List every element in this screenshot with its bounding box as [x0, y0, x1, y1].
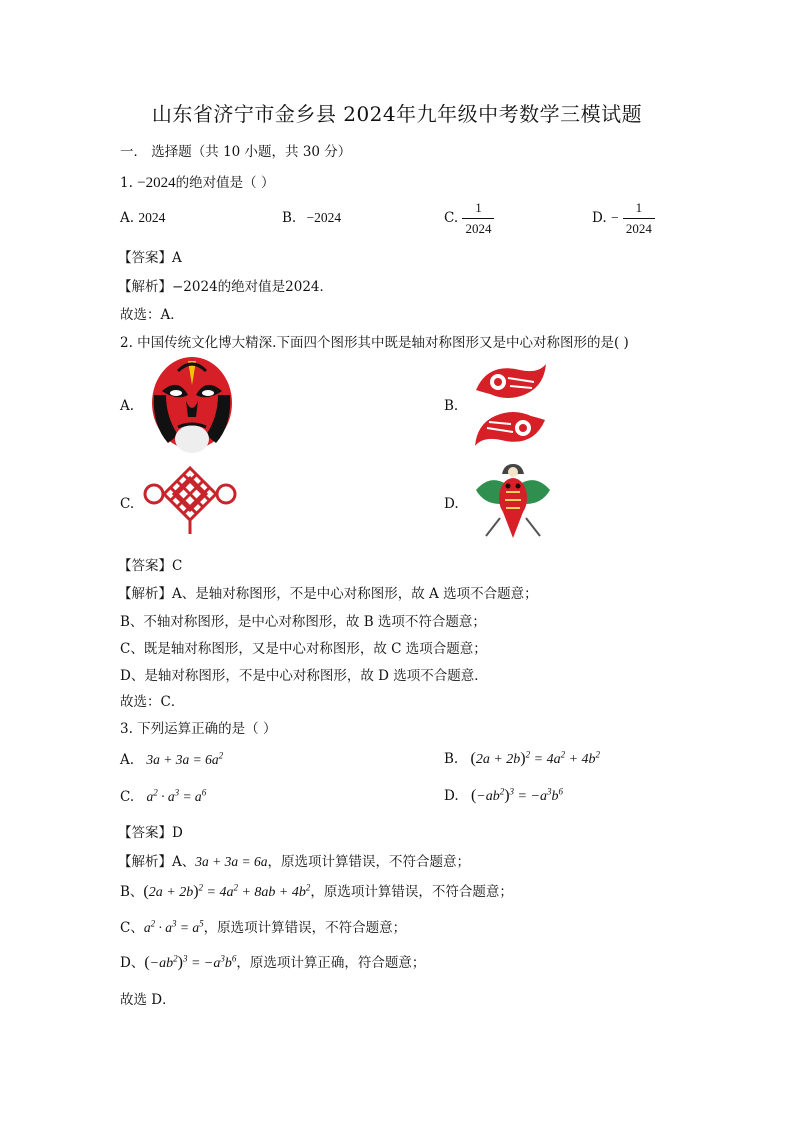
q3-analysis-d-tail: ，原选项计算正确，符合题意； — [236, 955, 426, 971]
q1-analysis: 【解析】−2024的绝对值是2024． — [118, 279, 334, 295]
q1-option-b-label: B. — [282, 210, 297, 226]
opera-mask-icon — [148, 355, 236, 455]
q1-stem — [120, 171, 274, 192]
q3-analysis-c-formula: $a^2 \cdot a^3 = a^5$ — [143, 918, 204, 935]
q3-answer: 【答案】D — [118, 825, 183, 841]
q3-analysis-b — [120, 880, 513, 901]
q3-option-d-label: D. — [444, 788, 459, 804]
q3-option-c — [120, 789, 206, 805]
q1-option-d-denominator: 2024 — [623, 218, 655, 237]
q2-label-b: B. — [444, 398, 459, 414]
q1-option-c-denominator: 2024 — [462, 218, 494, 237]
q3-option-d-formula: $(-ab^2)^3 = -a^3b^6$ — [470, 786, 563, 804]
q3-option-a-formula: $3a + 3a = 6a^2$ — [146, 750, 224, 767]
page-title: 山东省济宁市金乡县 2024年九年级中考数学三模试题 — [151, 102, 643, 126]
q2-label-d: D. — [444, 496, 459, 512]
q1-stem-text: 的绝对值是（ ） — [175, 175, 275, 191]
q1-option-c-label: C. — [444, 210, 459, 226]
q1-number: 1. — [120, 175, 133, 191]
q2-conclusion: 故选：C． — [120, 694, 185, 710]
q3-analysis-a-formula: 3a + 3a = 6a — [195, 854, 268, 869]
q3-option-a-label: A. — [120, 752, 135, 768]
q3-option-d — [444, 787, 563, 805]
q1-option-d-fraction — [623, 200, 655, 237]
q3-analysis-d — [120, 951, 425, 972]
q1-option-c-numerator: 1 — [475, 200, 482, 215]
q1-option-c — [444, 200, 494, 237]
q1-option-a-label: A. — [120, 210, 135, 226]
q3-analysis-c — [120, 916, 406, 936]
q3-analysis-a — [118, 850, 470, 870]
q1-value: −2024 — [137, 175, 176, 191]
q3-conclusion: 故选 D． — [120, 992, 176, 1008]
q3-option-b — [444, 750, 600, 768]
q1-option-b — [282, 210, 341, 226]
q1-option-d — [592, 200, 655, 237]
q1-option-d-sign: − — [610, 210, 619, 225]
q3-option-c-label: C. — [120, 789, 135, 805]
section-heading: 一． 选择题（共 10 小题，共 30 分） — [120, 144, 352, 160]
q3-analysis-b-formula: $(2a + 2b)^2 = 4a^2 + 8ab + 4b^2$ — [143, 882, 311, 900]
q2-answer: 【答案】C — [118, 558, 183, 574]
q1-option-b-value: −2024 — [306, 210, 342, 225]
twin-fish-papercut-icon — [468, 360, 553, 450]
q2-label-c: C. — [120, 496, 135, 512]
q3-stem: 3. 下列运算正确的是（ ） — [120, 721, 277, 737]
q3-analysis-d-formula: $(-ab^2)^3 = -a^3b^6$ — [144, 953, 237, 971]
q3-analysis-b-prefix: B、 — [120, 884, 144, 900]
q1-conclusion: 故选：A． — [120, 307, 184, 323]
q2-analysis-c: C、既是轴对称图形，又是中心对称图形，故 C 选项合题意； — [120, 641, 487, 657]
q2-label-a: A. — [120, 398, 135, 414]
q3-analysis-b-tail: ，原选项计算错误，不符合题意； — [310, 884, 513, 900]
q3-option-c-formula: $a^2 \cdot a^3 = a^6$ — [146, 787, 207, 804]
q1-option-c-fraction — [462, 200, 494, 237]
chinese-knot-icon — [140, 462, 240, 542]
q1-option-a — [120, 210, 165, 226]
q3-analysis-c-tail: ，原选项计算错误，不符合题意； — [203, 920, 407, 936]
q3-option-b-label: B. — [444, 751, 459, 767]
q3-analysis-c-prefix: C、 — [120, 920, 144, 936]
q1-option-a-value: 2024 — [138, 210, 166, 225]
fish-kite-icon — [470, 460, 556, 544]
q3-option-b-formula: $(2a + 2b)^2 = 4a^2 + 4b^2$ — [470, 749, 601, 767]
q1-option-d-label: D. — [592, 210, 607, 226]
q1-option-d-numerator: 1 — [635, 200, 643, 215]
q3-analysis-d-prefix: D、 — [120, 955, 145, 971]
q2-analysis-d: D、是轴对称图形，不是中心对称图形，故 D 选项不合题意． — [120, 668, 488, 684]
q3-analysis-a-prefix: 【解析】A、 — [118, 854, 196, 870]
q2-analysis-b: B、不轴对称图形，是中心对称图形，故 B 选项不符合题意； — [120, 614, 486, 630]
q3-analysis-a-tail: ，原选项计算错误，不符合题意； — [267, 854, 470, 870]
q2-stem: 2. 中国传统文化博大精深.下面四个图形其中既是轴对称图形又是中心对称图形的是( ) — [120, 335, 629, 351]
q2-analysis-a: 【解析】A、是轴对称图形，不是中心对称图形，故 A 选项不合题意； — [118, 586, 538, 602]
q1-answer: 【答案】A — [118, 250, 182, 266]
q3-option-a — [120, 752, 223, 768]
